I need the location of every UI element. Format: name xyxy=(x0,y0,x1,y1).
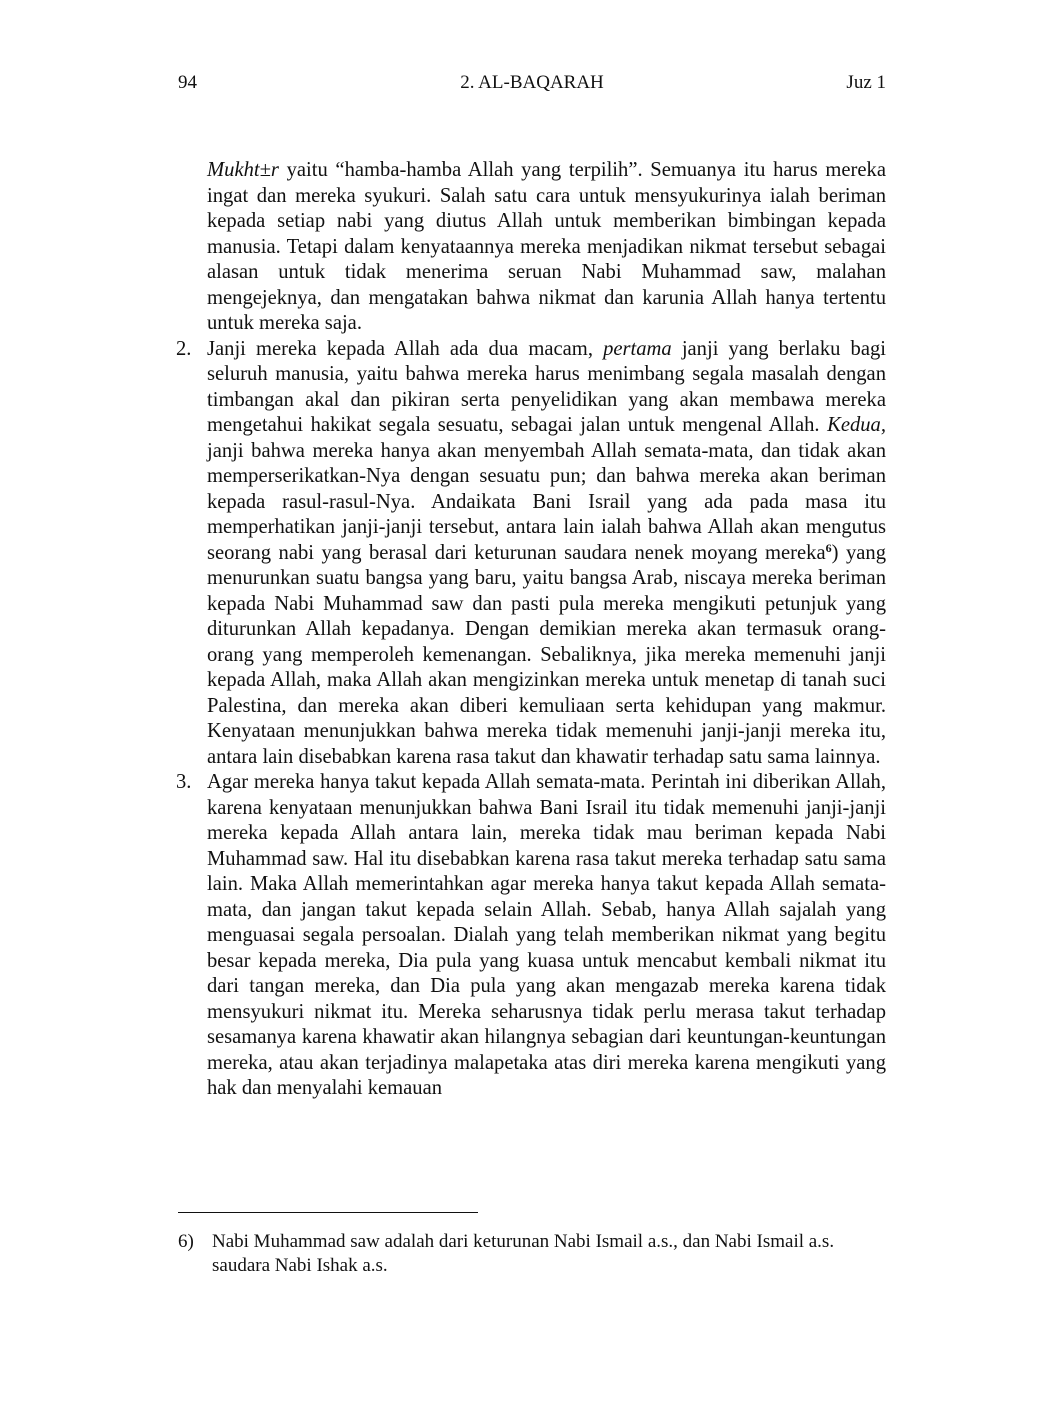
list-item-3 xyxy=(176,770,886,1102)
chapter-title: 2. AL-BAQARAH xyxy=(460,72,604,93)
item2-part2: janji yang berlaku bagi seluruh manusia, yaitu bahwa mereka harus menimbang segala masalah dengan timbangan akal dan pikiran serta penyelidikan yang akan membawa mereka mengetahui hakikat segala sesuatu, sebagai jalan untuk mengenal Allah. xyxy=(207,337,886,436)
list-text-3: Agar mereka hanya takut kepada Allah semata-mata. Perintah ini diberikan Allah, karena kenyataan menunjukkan bahwa Bani Israil itu tidak memenuhi janji-janji mereka kepada Allah antara lain, mereka tidak mau beriman kepada Nabi Muhammad saw. Hal itu disebabkan karena rasa takut mereka terhadap satu sama lain. Maka Allah memerintahkan agar mereka hanya takut kepada Allah semata-mata, dan jangan takut kepada selain Allah. Sebab, hanya Allah sajalah yang menguasai segala persoalan. Dialah yang telah memberikan nikmat yang begitu besar kepada mereka, Dia pula yang kuasa untuk mencabut kembali nikmat itu dari tangan mereka, dan Dia pula yang akan mengazab mereka karena tidak mensyukuri nikmat itu. Mereka seharusnya tidak perlu merasa takut terhadap sesamanya karena khawatir akan hilangnya sebagian dari keuntungan-keuntungan mereka, atau akan terjadinya malapetaka atas diri mereka karena mengikuti yang hak dan menyalahi kemauan xyxy=(207,771,886,1099)
list-text-2 xyxy=(207,337,886,771)
list-number-3: 3. xyxy=(176,771,192,793)
list-number-2: 2. xyxy=(176,337,192,360)
item2-part3: janji bahwa mereka hanya akan menyembah Allah semata-mata, dan tidak akan memperserikatkan-Nya dengan sesuatu pun; dan bahwa mereka akan beriman kepada rasul-rasul-Nya. Andaikata Bani Israil yang ada pada masa itu memperhatikan janji-janji tersebut, antara lain ialah bahwa Allah akan mengutus seorang nabi yang berasal dari keturunan saudara nenek moyang mereka xyxy=(207,439,886,564)
main-text xyxy=(176,158,886,1102)
footnote-number: 6) xyxy=(178,1231,194,1252)
list-item-2 xyxy=(176,337,886,771)
footnote-6 xyxy=(178,1230,886,1278)
item2-part4: ) yang menurunkan suatu bangsa yang baru, yaitu bangsa Arab, niscaya mereka beriman kepada Nabi Muhammad saw dan pasti pula mereka mengikuti petunjuk yang diturunkan Allah kepadanya. Dengan demikian mereka akan termasuk orang-orang yang memperoleh kemenangan. Sebaliknya, jika mereka memenuhi janji kepada Allah, maka Allah akan mengizinkan mereka untuk menetap di tanah suci Palestina, dan mereka akan diberi kemuliaan serta kehidupan yang makmur. Kenyataan menunjukkan bahwa mereka tidak memenuhi janji-janji mereka itu, antara lain disebabkan karena rasa takut dan khawatir terhadap satu sama lainnya. xyxy=(207,541,886,768)
footnote-text: Nabi Muhammad saw adalah dari keturunan Nabi Ismail a.s., dan Nabi Ismail a.s. saudara Nabi Ishak a.s. xyxy=(212,1231,835,1276)
item2-part1: Janji mereka kepada Allah ada dua macam, xyxy=(207,337,604,360)
item2-em1: pertama xyxy=(603,337,672,360)
footnote-divider xyxy=(178,1212,478,1213)
intro-paragraph xyxy=(207,158,886,337)
item2-em2: Kedua, xyxy=(827,414,886,436)
page-number: 94 xyxy=(178,72,197,93)
intro-text: yaitu “hamba-hamba Allah yang terpilih”. Semuanya itu harus mereka ingat dan mereka syukuri. Salah satu cara untuk mensyukurinya ialah beriman kepada setiap nabi yang diutus Allah untuk memberikan bimbingan kepada manusia. Tetapi dalam kenyataannya mereka menjadikan nikmat tersebut sebagai alasan untuk tidak menerima seruan Nabi Muhammad saw, malahan mengejeknya, dan mengatakan bahwa nikmat dan karunia Allah hanya tertentu untuk mereka saja. xyxy=(207,159,886,334)
footnote-ref-6[interactable]: 6 xyxy=(825,540,832,555)
page-header xyxy=(178,72,886,98)
intro-term: Mukht±r xyxy=(207,159,279,181)
juz-label: Juz 1 xyxy=(846,72,886,93)
